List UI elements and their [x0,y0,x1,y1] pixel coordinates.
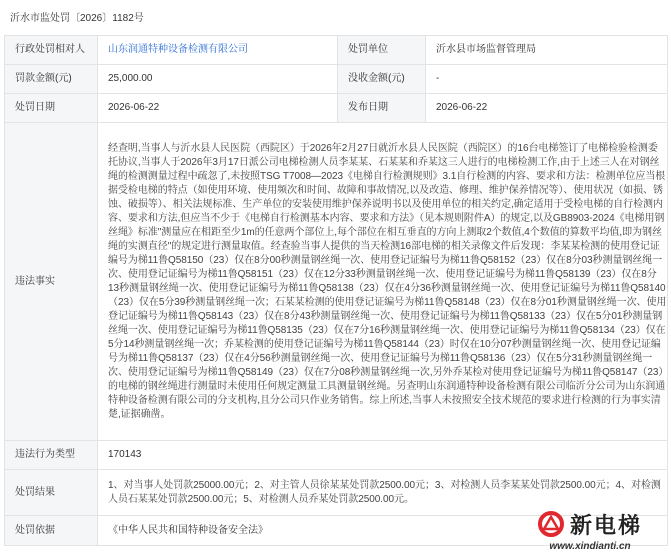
result-text: 1、对当事人处罚款25000.00元；2、对主管人员徐某某处罚款2500.00元；3、对检测人员李某某处罚款2500.00元；4、对检测人员石某某处罚款2500.00元；5、对检测人员乔某处罚款2500.00元。 [98,470,668,516]
org-value: 沂水县市场监督管理局 [426,36,668,65]
publish-label: 发布日期 [338,94,426,123]
date-value: 2026-06-22 [98,94,338,123]
party-label: 行政处罚相对人 [5,36,98,65]
watermark-url: www.xindianti.cn [549,541,631,552]
watermark-name: 新电梯 [569,513,642,539]
facts-text: 经查明,当事人与沂水县人民医院（西院区）于2026年2月27日就沂水县人民医院（西院区）的16台电梯签订了电梯检验检测委托协议,当事人于2026年3月17日派公司电梯检测人员李某某、石某某和乔某这三人进行的电梯检测工作,由于上述三人在对钢丝绳的检测测量过程中疏忽了,未按照TSG T7008—2023《电梯自行检测规则》3.1自行检测的内容、要求和方法：检测单位应当根据受检电梯的特点（如使用环境、使用频次和时间、故障和事故情况,以及改造、修理、维护保养情况等）、使用状况（如损、锈蚀、破损等）、相关法规标准、生产单位的安装使用维护保养说明书以及使用单位的相关约定,确定适用于受检电梯的自行检测内容、要求和方法,但应当不少于《电梯自行检测基本内容、要求和方法》（见本规则附件A）的规定,以及GB8903-2024《电梯用钢丝绳》标准"测量应在相距至少1m的任意两个部位上,每个部位在相互垂直的方向上测取2个数值,4个数值的算数平均值,即为钢丝绳的实测直径"的规定进行测量取值。经查验当事人提供的当天检测16部电梯的相关录像文件后发现：李某某检测的使用登记证编号为梯11鲁Q58150（23）仅在8分00秒测量钢丝绳一次、使用登记证编号为梯11鲁Q58152（23）仅在8分03秒测量钢丝绳一次、使用登记证编号为梯11鲁Q58151（23）仅在12分33秒测量钢丝绳一次、使用登记证编号为梯11鲁Q58139（23）仅在8分13秒测量钢丝绳一次、使用登记证编号为梯11鲁Q58138（23）仅在4分36秒测量钢丝绳一次、使用登记证编号为梯11鲁Q58140（23）仅在5分39秒测量钢丝绳一次；石某某检测的使用登记证编号为梯11鲁Q58148（23）仅在8分01秒测量钢丝绳一次、使用登记证编号为梯11鲁Q58143（23）仅在8分43秒测量钢丝绳一次、使用登记证编号为梯11鲁Q58133（23）仅在5分01秒测量钢丝绳一次、使用登记证编号为梯11鲁Q58135（23）仅在7分16秒测量钢丝绳一次、使用登记证编号为梯11鲁Q58134（23）仅在5分14秒测量钢丝绳一次；乔某检测的使用登记证编号为梯11鲁Q58144（23）时仅在10分07秒测量钢丝绳一次、使用登记证编号为梯11鲁Q58137（23）仅在4分56秒测量钢丝绳一次、使用登记证编号为梯11鲁Q58136（23）仅在5分31秒测量钢丝绳一次、使用登记证编号为梯11鲁Q58149（23）仅在7分08秒测量钢丝绳一次,另外乔某检对使用登记证编号为梯11鲁Q58147（23）的电梯的钢丝绳进行测量时未使用任何规定测量工具测量钢丝绳。另查明山东润通特种设备检测有限公司临沂分公司为山东润通特种设备检测有限公司的分支机构,且分公司只作业务销售。综上所述,当事人未按照安全技术规范的要求进行检测的行为事实清楚,证据确凿。 [98,123,668,441]
date-label: 处罚日期 [5,94,98,123]
logo-mark [544,517,558,529]
table-row [5,123,668,441]
basis-value: 《中华人民共和国特种设备安全法》 [98,516,668,546]
publish-value: 2026-06-22 [426,94,668,123]
confiscate-value: - [426,65,668,94]
table-row [5,94,668,123]
penalty-info-table [4,35,668,546]
table-row [5,36,668,65]
type-value: 170143 [98,441,668,470]
basis-label: 处罚依据 [5,516,98,546]
amount-label: 罚款金额(元) [5,65,98,94]
table-row [5,65,668,94]
table-row [5,441,668,470]
elevator-logo-icon [538,511,564,537]
type-label: 违法行为类型 [5,441,98,470]
facts-label: 违法事实 [5,123,98,441]
confiscate-label: 没收金额(元) [338,65,426,94]
document-title: 沂水市监处罚〔2026〕1182号 [10,13,144,24]
org-label: 处罚单位 [338,36,426,65]
party-link[interactable]: 山东润通特种设备检测有限公司 [98,36,338,65]
site-watermark [515,508,665,556]
amount-value: 25,000.00 [98,65,338,94]
result-label: 处罚结果 [5,470,98,516]
